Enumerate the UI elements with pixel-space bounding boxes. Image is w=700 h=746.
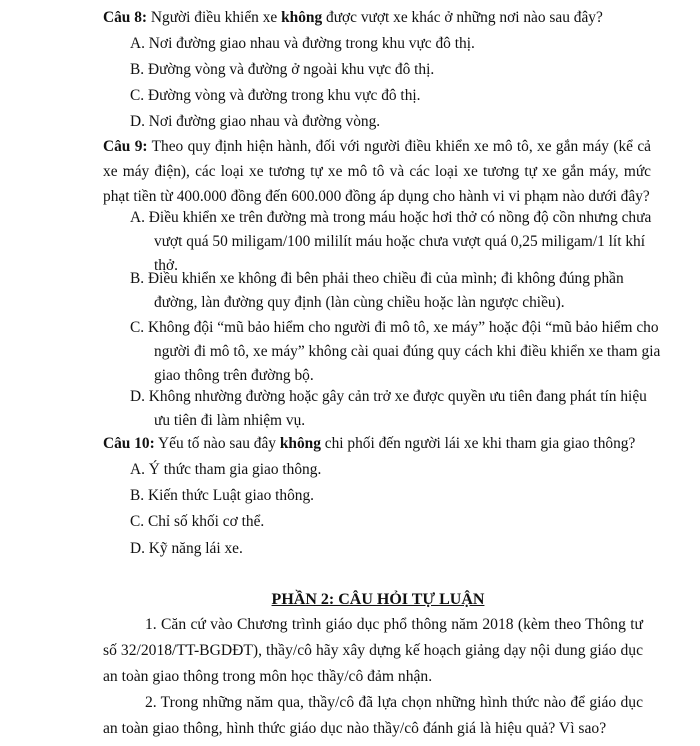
option-b: B. Kiến thức Luật giao thông.	[130, 487, 315, 504]
option-a: A. Ý thức tham gia giao thông.	[130, 461, 322, 478]
question-number: Câu 8:	[103, 9, 148, 26]
question-emphasis: không	[281, 9, 323, 26]
question-9-stem	[103, 134, 651, 209]
option-c: C. Chỉ số khối cơ thể.	[130, 513, 265, 530]
essay-question-2: 2. Trong những năm qua, thầy/cô đã lựa chọn những hình thức nào để giáo dục an toàn giao thông, hình thức giáo dục nào thầy/cô đánh giá là hiệu quả? Vì sao?	[103, 694, 643, 737]
option-d: D. Không nhường đường hoặc gây cản trở xe được quyền ưu tiên đang phát tín hiệu ưu tiên đi làm nhiệm vụ.	[130, 388, 647, 429]
question-number: Câu 9:	[103, 138, 148, 155]
option-a: A. Nơi đường giao nhau và đường trong khu vực đô thị.	[130, 35, 475, 52]
option-d: D. Nơi đường giao nhau và đường vòng.	[130, 113, 381, 130]
question-text: chi phối đến người lái xe khi tham gia giao thông?	[320, 435, 636, 452]
question-10-stem	[103, 431, 664, 456]
essay-question-1: 1. Căn cứ vào Chương trình giáo dục phổ thông năm 2018 (kèm theo Thông tư số 32/2018/TT-BGDĐT), thầy/cô hãy xây dựng kế hoạch giảng dạy nội dung giáo dục an toàn giao thông trong môn học thầy/cô đảm nhận.	[103, 616, 643, 685]
option-b: B. Điều khiển xe không đi bên phải theo chiều đi của mình; đi không đúng phần đường, làn đường quy định (làn cùng chiều hoặc làn ngược chiều).	[130, 270, 624, 311]
question-number: Câu 10:	[103, 435, 155, 452]
question-text: Yếu tố nào sau đây	[154, 435, 280, 452]
section-title: PHẦN 2: CÂU HỎI TỰ LUẬN	[271, 591, 485, 608]
option-c: C. Không đội “mũ bảo hiểm cho người đi mô tô, xe máy” hoặc đội “mũ bảo hiểm cho người đi mô tô, xe máy” không cài quai đúng quy cách khi điều khiển xe tham gia giao thông trên đường bộ.	[130, 319, 661, 384]
question-text: Người điều khiển xe	[147, 9, 282, 26]
option-d: D. Kỹ năng lái xe.	[130, 540, 243, 557]
option-a: A. Điều khiển xe trên đường mà trong máu hoặc hơi thở có nồng độ cồn nhưng chưa vượt quá 50 miligam/100 mililít máu hoặc chưa vượt quá 0,25 miligam/1 lít khí thở.	[130, 209, 652, 274]
option-c: C. Đường vòng và đường trong khu vực đô thị.	[130, 87, 421, 104]
question-emphasis: không	[279, 435, 321, 452]
question-text: được vượt xe khác ở những nơi nào sau đây?	[322, 9, 603, 26]
option-b: B. Đường vòng và đường ở ngoài khu vực đô thị.	[130, 61, 435, 78]
question-text: Theo quy định hiện hành, đối với người điều khiển xe mô tô, xe gắn máy (kể cả xe máy điện), các loại xe tương tự xe mô tô và các loại xe tương tự xe gắn máy, mức phạt tiền từ 400.000 đồng đến 600.000 đồng áp dụng cho hành vi vi phạm nào dưới đây?	[103, 138, 652, 205]
question-8-stem	[103, 5, 664, 30]
